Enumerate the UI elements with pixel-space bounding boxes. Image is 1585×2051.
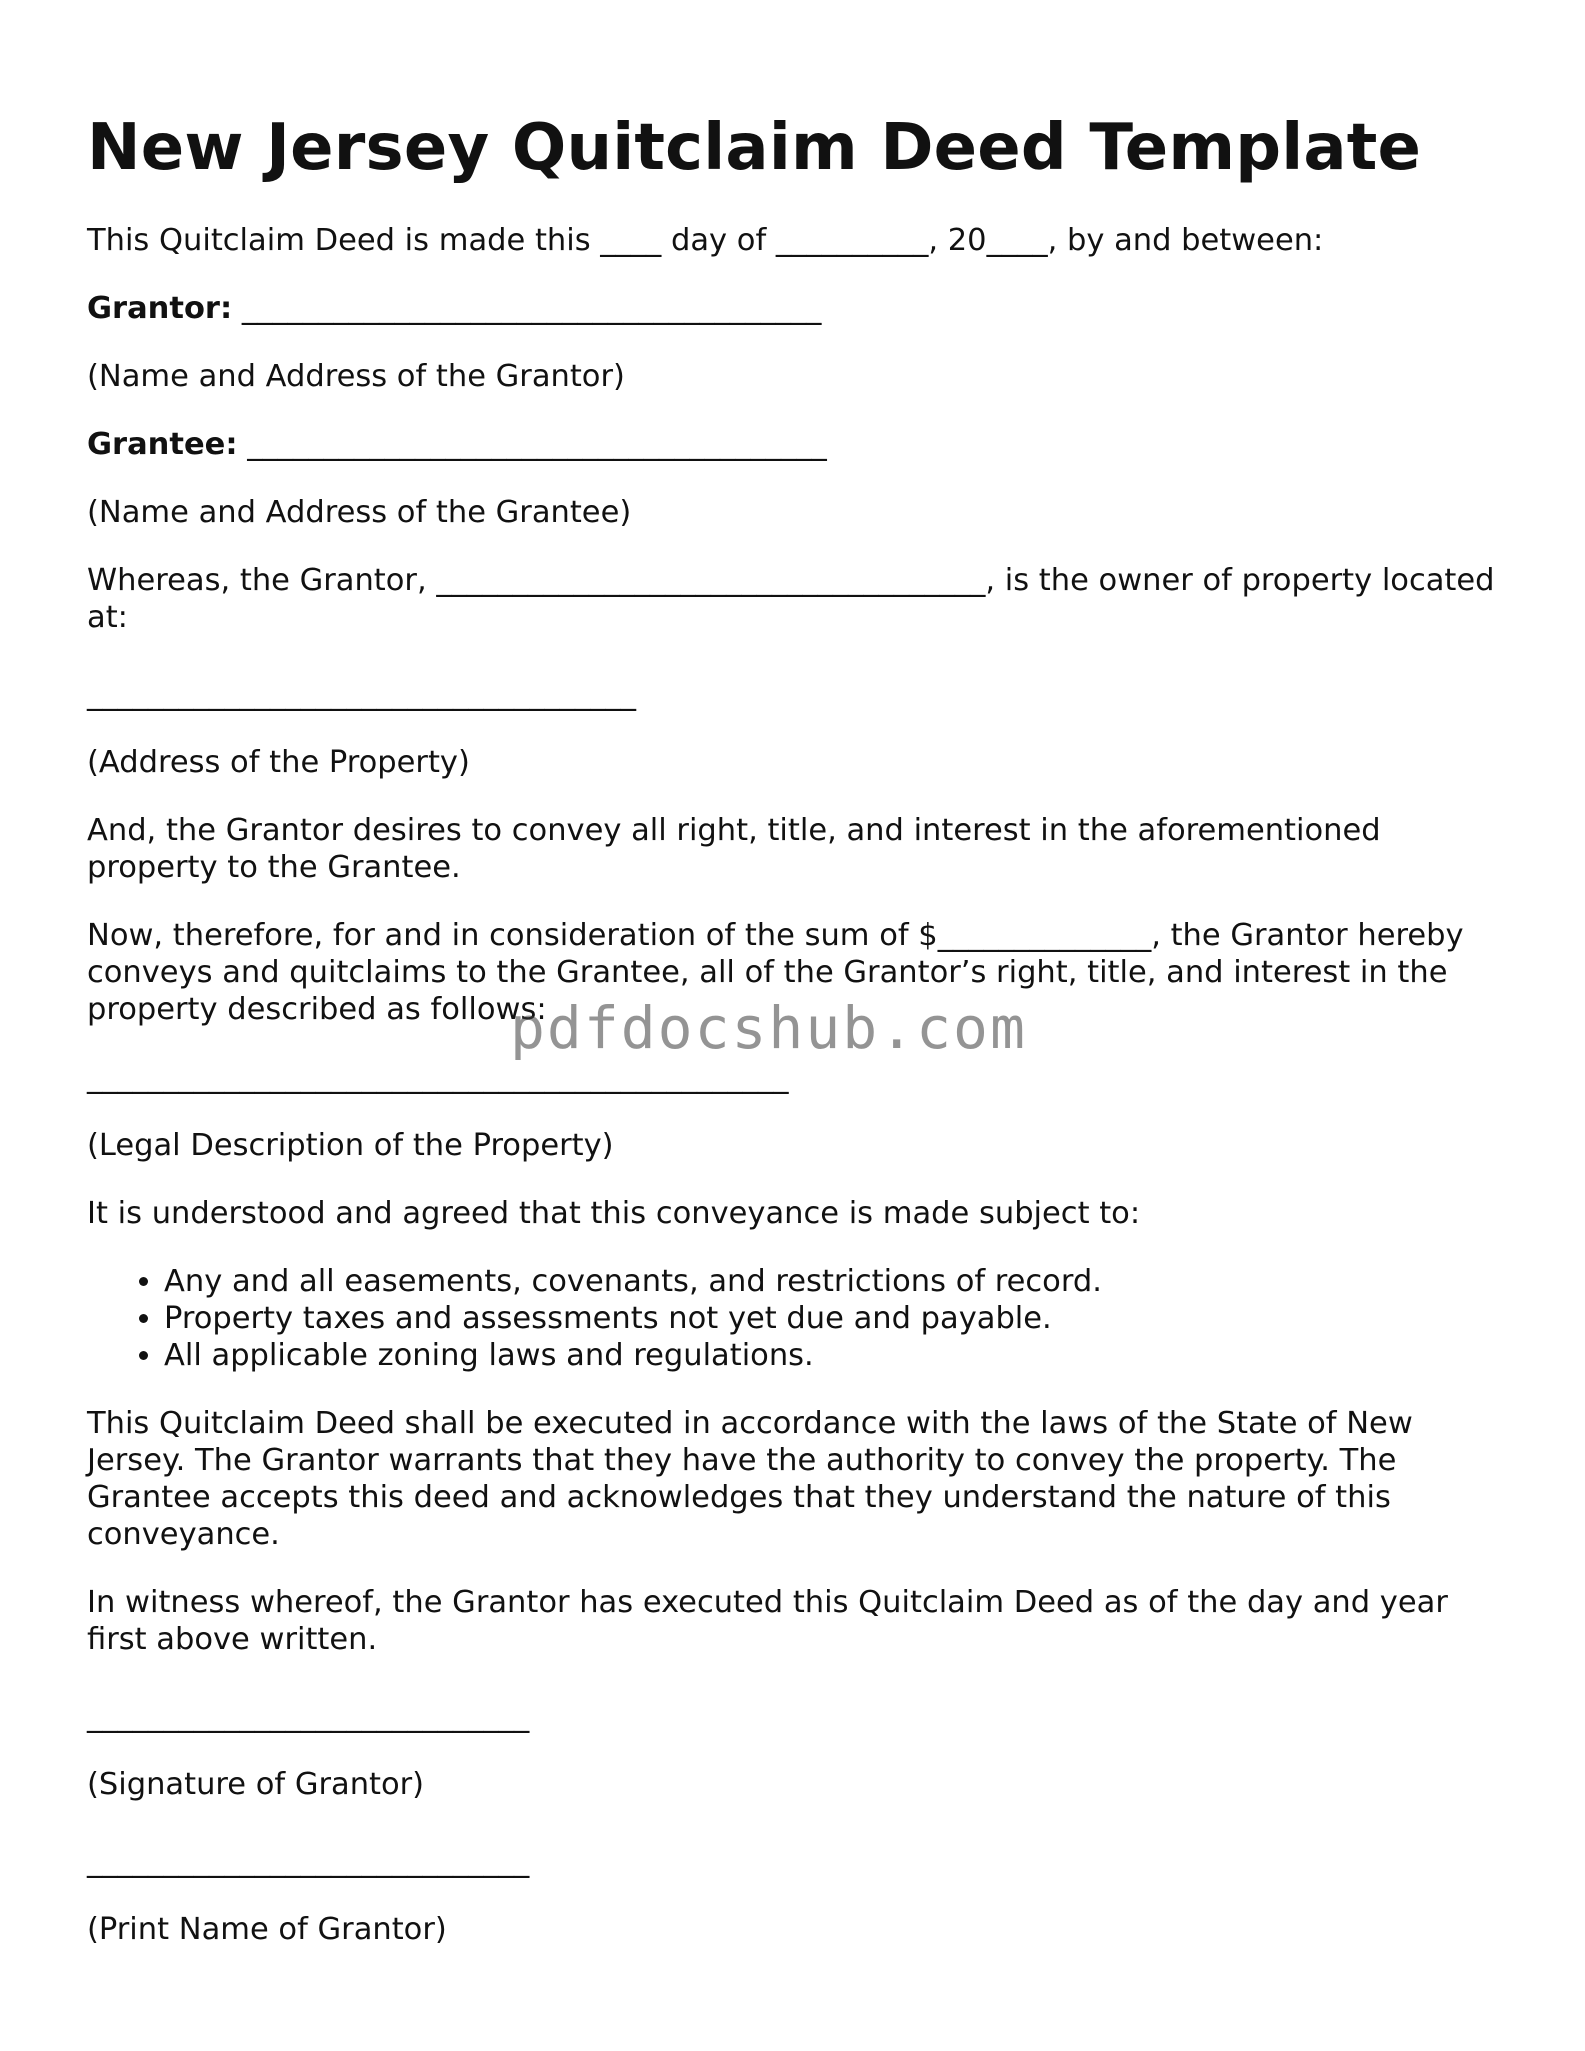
subject-intro: It is understood and agreed that this conveyance is made subject to:: [87, 1196, 1141, 1231]
consideration-paragraph: Now, therefore, for and in consideration of the sum of $______________, the Grantor hereby conveys and quitclaims to the Grantee, all of the Grantor’s right, title, and interest in the property described as follows:: [87, 918, 1464, 1027]
document-page: [87, 108, 1507, 1979]
property-address-blank: ____________________________________: [87, 677, 636, 712]
list-item: • Any and all easements, covenants, and restrictions of record.: [164, 1263, 1507, 1300]
whereas-paragraph: Whereas, the Grantor, ____________________________________, is the owner of property located at:: [87, 563, 1495, 635]
signature-caption: (Signature of Grantor): [87, 1767, 425, 1802]
grantor-blank: ______________________________________: [232, 291, 822, 326]
subject-list: [87, 1263, 1507, 1374]
grantee-caption: (Name and Address of the Grantee): [87, 495, 632, 530]
grantor-label: Grantor:: [87, 291, 233, 326]
signature-blank: _____________________________: [87, 1699, 530, 1734]
grantor-line: [87, 290, 1507, 327]
legal-description-caption: (Legal Description of the Property): [87, 1128, 614, 1163]
grantee-line: [87, 426, 1507, 463]
legal-description-blank: ______________________________________________: [87, 1060, 789, 1095]
grantee-label: Grantee:: [87, 427, 238, 462]
document-title: New Jersey Quitclaim Deed Template: [87, 111, 1422, 185]
intro-paragraph: This Quitclaim Deed is made this ____ day of __________, 20____, by and between:: [87, 223, 1324, 258]
list-item: • All applicable zoning laws and regulations.: [164, 1337, 1507, 1374]
grantor-caption: (Name and Address of the Grantor): [87, 359, 625, 394]
execution-paragraph: This Quitclaim Deed shall be executed in accordance with the laws of the State of New Jersey. The Grantor warrants that they have the authority to convey the property. The Grantee accepts this deed and acknowledges that they understand the nature of this conveyance.: [87, 1406, 1413, 1552]
print-name-blank: _____________________________: [87, 1844, 530, 1879]
desire-paragraph: And, the Grantor desires to convey all right, title, and interest in the aforementioned property to the Grantee.: [87, 813, 1381, 885]
witness-paragraph: In witness whereof, the Grantor has executed this Quitclaim Deed as of the day and year first above written.: [87, 1585, 1448, 1657]
print-name-caption: (Print Name of Grantor): [87, 1912, 447, 1947]
property-address-caption: (Address of the Property): [87, 745, 470, 780]
grantee-blank: ______________________________________: [237, 427, 827, 462]
list-item: • Property taxes and assessments not yet due and payable.: [164, 1300, 1507, 1337]
watermark: pdfdocshub.com: [510, 994, 1027, 1062]
